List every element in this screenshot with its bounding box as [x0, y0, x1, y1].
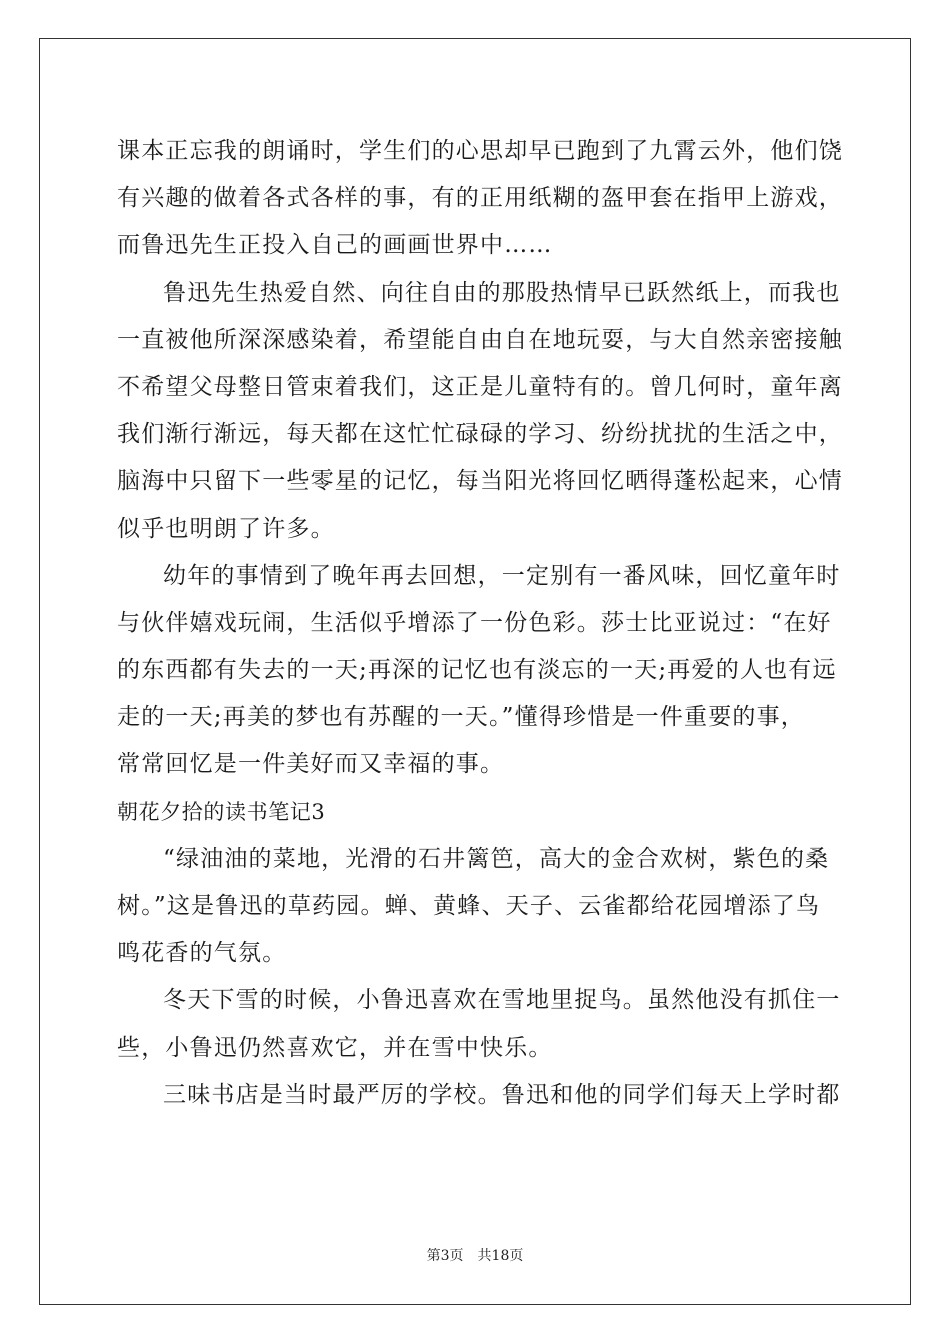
text-line: 脑海中只留下一些零星的记忆，每当阳光将回忆晒得蓬松起来，心情 — [117, 468, 843, 495]
section-heading: 朝花夕拾的读书笔记3 — [117, 799, 326, 824]
text-line: 而鲁迅先生正投入自己的画画世界中…… — [117, 232, 553, 259]
page-total: 共18页 — [477, 1248, 524, 1264]
paragraph-start-line: 冬天下雪的时候，小鲁迅喜欢在雪地里捉鸟。虽然他没有抓住一 — [163, 987, 841, 1014]
text-line: 不希望父母整日管束着我们，这正是儿童特有的。曾几何时，童年离 — [117, 373, 843, 400]
text-line: 似乎也明朗了许多。 — [117, 515, 335, 542]
text-line: 我们渐行渐远，每天都在这忙忙碌碌的学习、纷纷扰扰的生活之中， — [117, 421, 843, 448]
paragraph-start-line: “绿油油的菜地，光滑的石井篱笆，高大的金合欢树，紫色的桑 — [163, 845, 830, 872]
text-line: 走的一天;再美的梦也有苏醒的一天。”懂得珍惜是一件重要的事， — [117, 704, 806, 731]
page-footer — [0, 1245, 950, 1265]
text-line: 常常回忆是一件美好而又幸福的事。 — [117, 751, 505, 778]
text-line: 一直被他所深深感染着，希望能自由自在地玩耍，与大自然亲密接触 — [117, 326, 843, 353]
text-line: 树。”这是鲁迅的草药园。蝉、黄蜂、天子、云雀都给花园增添了鸟 — [117, 893, 821, 919]
document-body — [117, 128, 843, 1119]
text-line: 的东西都有失去的一天;再深的记忆也有淡忘的一天;再爱的人也有远 — [117, 657, 837, 684]
text-line: 课本正忘我的朗诵时，学生们的心思却早已跑到了九霄云外，他们饶 — [117, 138, 843, 164]
text-line: 些，小鲁迅仍然喜欢它，并在雪中快乐。 — [117, 1034, 553, 1061]
text-line: 鸣花香的气氛。 — [117, 940, 287, 967]
text-line: 有兴趣的做着各式各样的事，有的正用纸糊的盔甲套在指甲上游戏， — [117, 185, 843, 212]
paragraph-start-line: 幼年的事情到了晚年再去回想，一定别有一番风味，回忆童年时 — [163, 562, 841, 589]
paragraph-start-line: 三味书店是当时最严厉的学校。鲁迅和他的同学们每天上学时都 — [163, 1081, 841, 1108]
text-line: 与伙伴嬉戏玩闹，生活似乎增添了一份色彩。莎士比亚说过：“在好 — [117, 609, 832, 636]
page-number: 第3页 — [426, 1248, 464, 1264]
paragraph-start-line: 鲁迅先生热爱自然、向往自由的那股热情早已跃然纸上，而我也 — [163, 279, 841, 306]
